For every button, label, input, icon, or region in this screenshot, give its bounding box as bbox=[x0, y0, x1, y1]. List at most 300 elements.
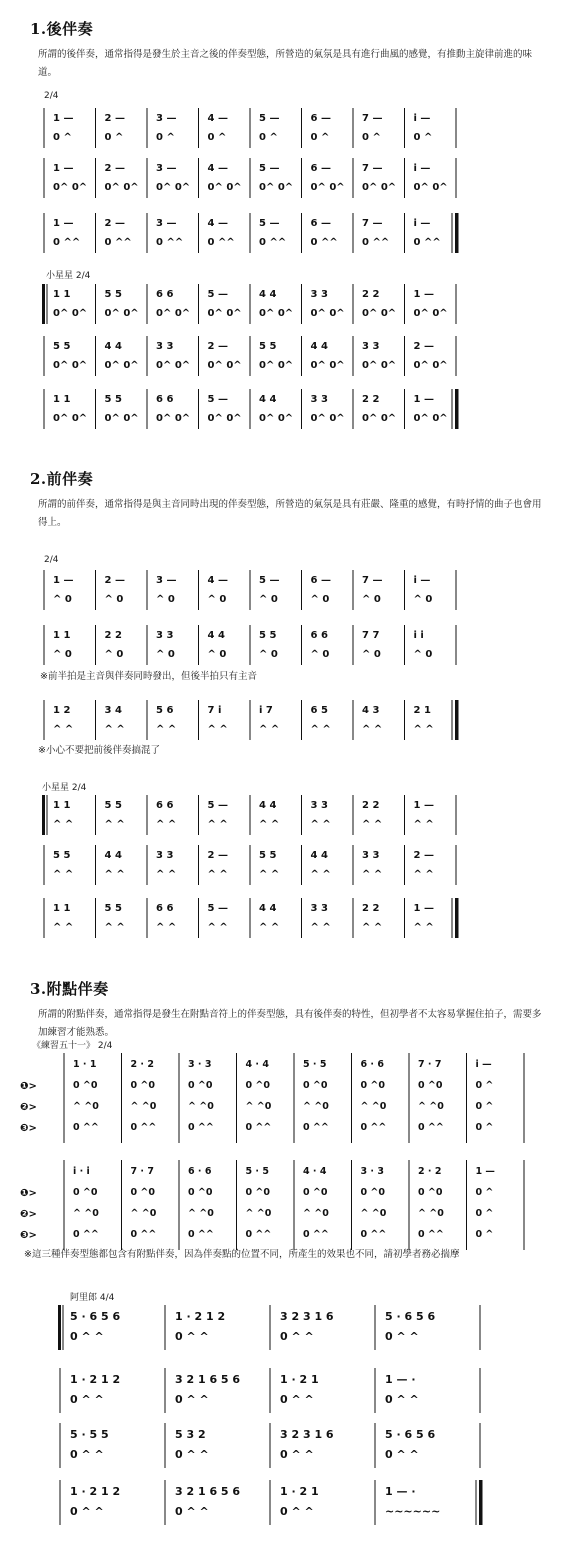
accompaniment-notes: ^ ^ bbox=[207, 819, 228, 830]
melody-notes: 4 4 bbox=[259, 394, 277, 405]
melody-notes: 6 · 6 bbox=[360, 1059, 384, 1070]
accompaniment-notes: 0 ^^ bbox=[53, 237, 81, 248]
accompaniment-notes: ^ 0 bbox=[413, 649, 433, 660]
accompaniment-notes: ^ ^0 bbox=[188, 1208, 214, 1219]
accompaniment-notes: 0 ^ ^ bbox=[175, 1330, 209, 1343]
melody-notes: 3 3 bbox=[310, 800, 328, 811]
melody-notes: 4 3 bbox=[362, 705, 380, 716]
accompaniment-notes: ^ ^ bbox=[259, 922, 280, 933]
melody-notes: 3 3 bbox=[362, 850, 380, 861]
melody-notes: 2 — bbox=[104, 218, 125, 229]
accompaniment-notes: ^ ^0 bbox=[360, 1101, 387, 1112]
melody-notes: 4 4 bbox=[310, 341, 328, 352]
accompaniment-notes: 0^ 0^ bbox=[362, 308, 397, 319]
accompaniment-notes: 0 ^^ bbox=[360, 1122, 387, 1133]
melody-notes: 3 · 3 bbox=[188, 1059, 212, 1070]
accompaniment-notes: ^ 0 bbox=[310, 649, 330, 660]
melody-notes: 5 5 bbox=[53, 341, 71, 352]
accompaniment-notes: 0 ^ bbox=[259, 132, 278, 143]
melody-notes: 1 · 2 1 2 bbox=[175, 1310, 226, 1323]
song-label-twinkle: 小星星 2/4 bbox=[42, 783, 87, 793]
accompaniment-notes: ^ ^ bbox=[362, 869, 383, 880]
melody-notes: 3 2 3 1 6 bbox=[280, 1310, 334, 1323]
accompaniment-notes: 0 ^ ^ bbox=[280, 1393, 314, 1406]
melody-notes: 7 — bbox=[362, 575, 383, 586]
melody-notes: 5 · 5 bbox=[303, 1059, 327, 1070]
accompaniment-notes: 0^ 0^ bbox=[310, 413, 345, 424]
accompaniment-notes: ^ ^0 bbox=[303, 1208, 329, 1219]
accompaniment-notes: 0 ^^ bbox=[156, 237, 184, 248]
accompaniment-notes: 0 ^^ bbox=[310, 237, 338, 248]
melody-notes: i — bbox=[413, 218, 431, 229]
melody-notes: 5 — bbox=[207, 800, 228, 811]
accompaniment-notes: 0 ^0 bbox=[130, 1080, 155, 1091]
accompaniment-notes: 0 ^ ^ bbox=[385, 1448, 419, 1461]
melody-notes: 1 1 bbox=[53, 630, 71, 641]
melody-notes: 6 6 bbox=[156, 289, 174, 300]
accompaniment-notes: 0 ^^ bbox=[130, 1229, 157, 1240]
accompaniment-notes: 0 ^^ bbox=[303, 1229, 329, 1240]
accompaniment-notes: ^ 0 bbox=[413, 594, 433, 605]
barline-final bbox=[455, 213, 459, 253]
accompaniment-notes: 0 ^0 bbox=[188, 1080, 213, 1091]
accompaniment-notes: 0^ 0^ bbox=[362, 360, 397, 371]
barline-thick bbox=[42, 284, 45, 324]
accompaniment-notes: 0^ 0^ bbox=[207, 413, 242, 424]
accompaniment-notes: ^ ^ bbox=[207, 869, 228, 880]
accompaniment-notes: 0 ^ bbox=[475, 1187, 494, 1198]
accompaniment-notes: 0 ^0 bbox=[418, 1187, 443, 1198]
accompaniment-notes: ^ ^0 bbox=[130, 1208, 157, 1219]
melody-notes: 6 — bbox=[310, 218, 331, 229]
accompaniment-notes: 0 ^^ bbox=[73, 1229, 99, 1240]
melody-notes: 3 — bbox=[156, 575, 177, 586]
accompaniment-notes: 0^ 0^ bbox=[104, 182, 139, 193]
accompaniment-notes: ^ 0 bbox=[362, 649, 381, 660]
barline-final bbox=[455, 898, 459, 938]
melody-notes: 1 1 bbox=[53, 394, 71, 405]
accompaniment-notes: 0^ 0^ bbox=[413, 308, 448, 319]
accompaniment-notes: ^ ^0 bbox=[245, 1101, 272, 1112]
note-do-not-confuse: ※小心不要把前後伴奏搞混了 bbox=[38, 745, 160, 756]
accompaniment-notes: 0 ^ bbox=[475, 1208, 494, 1219]
melody-notes: 5 3 2 bbox=[175, 1428, 206, 1441]
melody-notes: 1 — · bbox=[385, 1373, 416, 1386]
accompaniment-notes: 0^ 0^ bbox=[207, 182, 242, 193]
melody-notes: 4 4 bbox=[207, 630, 225, 641]
melody-notes: 1 · 1 bbox=[73, 1059, 97, 1070]
accompaniment-notes: ^ 0 bbox=[259, 649, 278, 660]
melody-notes: 5 · 6 5 6 bbox=[385, 1428, 436, 1441]
melody-notes: 5 · 6 5 6 bbox=[385, 1310, 436, 1323]
accompaniment-notes: ^ ^ bbox=[104, 819, 125, 830]
accompaniment-notes: ^ ^ bbox=[207, 724, 228, 735]
melody-notes: 4 — bbox=[207, 163, 228, 174]
melody-notes: 3 3 bbox=[310, 903, 328, 914]
melody-notes: 1 · 2 1 bbox=[280, 1485, 319, 1498]
melody-notes: i i bbox=[413, 630, 424, 641]
accompaniment-notes: ^ ^ bbox=[413, 724, 434, 735]
voice-marker: ❷> bbox=[20, 1102, 37, 1113]
accompaniment-notes: 0 ^ ^ bbox=[70, 1330, 104, 1343]
accompaniment-notes: 0^ 0^ bbox=[53, 413, 88, 424]
melody-notes: 1 — bbox=[413, 903, 434, 914]
accompaniment-notes: 0 ^0 bbox=[188, 1187, 213, 1198]
accompaniment-notes: 0 ^^ bbox=[245, 1122, 272, 1133]
melody-notes: 1 — bbox=[413, 394, 434, 405]
accompaniment-notes: 0^ 0^ bbox=[259, 308, 294, 319]
accompaniment-notes: ^ ^ bbox=[310, 724, 331, 735]
accompaniment-notes: 0 ^0 bbox=[130, 1187, 155, 1198]
accompaniment-notes: ^ ^0 bbox=[130, 1101, 157, 1112]
melody-notes: i · i bbox=[73, 1166, 90, 1177]
melody-notes: 1 — bbox=[53, 113, 74, 124]
accompaniment-notes: 0 ^ ^ bbox=[70, 1448, 104, 1461]
section-3-title: 3.附點伴奏 bbox=[30, 980, 109, 998]
accompaniment-notes: 0 ^0 bbox=[245, 1080, 270, 1091]
section-2-title: 2.前伴奏 bbox=[30, 470, 94, 488]
melody-notes: 5 — bbox=[207, 289, 228, 300]
accompaniment-notes: ^ ^ bbox=[310, 922, 331, 933]
melody-notes: 5 — bbox=[259, 575, 280, 586]
accompaniment-notes: ^ 0 bbox=[53, 594, 72, 605]
melody-notes: 2 2 bbox=[362, 800, 380, 811]
accompaniment-notes: ^ ^0 bbox=[360, 1208, 387, 1219]
accompaniment-notes: 0^ 0^ bbox=[53, 182, 88, 193]
melody-notes: 2 — bbox=[104, 163, 125, 174]
melody-notes: 2 2 bbox=[104, 630, 122, 641]
exercise-label: 《練習五十一》 2/4 bbox=[32, 1041, 113, 1051]
melody-notes: 3 3 bbox=[362, 341, 380, 352]
melody-notes: 5 · 5 5 bbox=[70, 1428, 109, 1441]
melody-notes: 1 — bbox=[53, 163, 74, 174]
accompaniment-notes: ^ ^ bbox=[259, 724, 280, 735]
accompaniment-notes: ^ ^ bbox=[362, 724, 383, 735]
melody-notes: 5 5 bbox=[259, 341, 277, 352]
accompaniment-notes: 0^ 0^ bbox=[104, 413, 139, 424]
accompaniment-notes: 0^ 0^ bbox=[310, 182, 345, 193]
melody-notes: i — bbox=[475, 1059, 492, 1070]
accompaniment-notes: 0^ 0^ bbox=[259, 360, 294, 371]
accompaniment-notes: 0 ^0 bbox=[73, 1080, 98, 1091]
note-front-half-beat: ※前半拍是主音與伴奏同時發出，但後半拍只有主音 bbox=[40, 671, 257, 682]
melody-notes: 2 — bbox=[413, 341, 434, 352]
melody-notes: 1 2 bbox=[53, 705, 71, 716]
barline-final bbox=[455, 389, 459, 429]
accompaniment-notes: 0 ^ ^ bbox=[175, 1393, 209, 1406]
accompaniment-notes: 0 ^ bbox=[475, 1229, 494, 1240]
accompaniment-notes: ^ ^ bbox=[362, 922, 383, 933]
melody-notes: i — bbox=[413, 575, 431, 586]
accompaniment-notes: 0 ^0 bbox=[418, 1080, 443, 1091]
accompaniment-notes: ^ ^ bbox=[104, 869, 125, 880]
melody-notes: 4 · 4 bbox=[245, 1059, 269, 1070]
melody-notes: 3 2 1 6 5 6 bbox=[175, 1485, 241, 1498]
accompaniment-notes: 0 ^ ^ bbox=[280, 1505, 314, 1518]
accompaniment-notes: ^ 0 bbox=[104, 649, 124, 660]
melody-notes: 5 5 bbox=[104, 800, 122, 811]
accompaniment-notes: ^ ^ bbox=[53, 922, 74, 933]
melody-notes: 1 — bbox=[475, 1166, 495, 1177]
voice-marker: ❸> bbox=[20, 1230, 37, 1241]
melody-notes: 1 — · bbox=[385, 1485, 416, 1498]
accompaniment-notes: 0 ^ bbox=[475, 1122, 494, 1133]
accompaniment-notes: 0^ 0^ bbox=[53, 360, 88, 371]
melody-notes: 6 — bbox=[310, 575, 331, 586]
accompaniment-notes: ^ ^ bbox=[104, 922, 125, 933]
accompaniment-notes: 0 ^ ^ bbox=[280, 1330, 314, 1343]
accompaniment-notes: ^ ^ bbox=[53, 869, 74, 880]
accompaniment-notes: ^ ^0 bbox=[73, 1101, 99, 1112]
accompaniment-notes: 0 ^^ bbox=[418, 1122, 444, 1133]
melody-notes: i — bbox=[413, 163, 431, 174]
melody-notes: 2 — bbox=[207, 850, 228, 861]
accompaniment-notes: ^ 0 bbox=[362, 594, 381, 605]
melody-notes: 6 · 6 bbox=[188, 1166, 212, 1177]
song-label-twinkle: 小星星 2/4 bbox=[46, 271, 91, 281]
accompaniment-notes: ^ 0 bbox=[156, 594, 175, 605]
accompaniment-notes: ^ 0 bbox=[207, 594, 227, 605]
melody-notes: 5 5 bbox=[104, 394, 122, 405]
melody-notes: 6 6 bbox=[156, 800, 174, 811]
melody-notes: 5 6 bbox=[156, 705, 174, 716]
voice-marker: ❶> bbox=[20, 1188, 37, 1199]
voice-marker: ❶> bbox=[20, 1081, 37, 1092]
accompaniment-notes: 0^ 0^ bbox=[310, 360, 345, 371]
melody-notes: 4 — bbox=[207, 575, 228, 586]
accompaniment-notes: 0 ^ ^ bbox=[175, 1505, 209, 1518]
accompaniment-notes: 0 ^0 bbox=[303, 1187, 328, 1198]
section-2-body: 所謂的前伴奏，通常指得是與主音同時出現的伴奏型態，所營造的氣氛是具有莊嚴、隆重的感覺，有時抒情的曲子也會用得上。 bbox=[38, 499, 542, 528]
accompaniment-notes: 0 ^ ^ bbox=[175, 1448, 209, 1461]
melody-notes: 7 · 7 bbox=[130, 1166, 154, 1177]
accompaniment-notes: ^ ^0 bbox=[418, 1101, 444, 1112]
accompaniment-notes: ^ ^ bbox=[413, 922, 434, 933]
melody-notes: 1 · 2 1 bbox=[280, 1373, 319, 1386]
accompaniment-notes: ~~~~~~ bbox=[385, 1505, 441, 1518]
accompaniment-notes: ^ ^0 bbox=[303, 1101, 329, 1112]
melody-notes: 6 5 bbox=[310, 705, 328, 716]
accompaniment-notes: 0^ 0^ bbox=[413, 413, 448, 424]
voice-marker: ❸> bbox=[20, 1123, 37, 1134]
accompaniment-notes: 0 ^0 bbox=[360, 1080, 385, 1091]
accompaniment-notes: 0^ 0^ bbox=[362, 413, 397, 424]
accompaniment-notes: ^ ^ bbox=[156, 922, 177, 933]
accompaniment-notes: ^ ^ bbox=[156, 819, 177, 830]
melody-notes: 3 4 bbox=[104, 705, 122, 716]
melody-notes: 5 — bbox=[207, 903, 228, 914]
melody-notes: 5 5 bbox=[259, 630, 277, 641]
song-label-arirang: 阿里郎 4/4 bbox=[70, 1293, 115, 1303]
melody-notes: 5 · 6 5 6 bbox=[70, 1310, 121, 1323]
melody-notes: 4 4 bbox=[310, 850, 328, 861]
melody-notes: 3 — bbox=[156, 113, 177, 124]
melody-notes: 4 4 bbox=[259, 289, 277, 300]
melody-notes: 2 — bbox=[104, 575, 125, 586]
melody-notes: 6 6 bbox=[156, 394, 174, 405]
accompaniment-notes: 0^ 0^ bbox=[362, 182, 397, 193]
accompaniment-notes: 0 ^^ bbox=[360, 1229, 387, 1240]
accompaniment-notes: 0 ^^ bbox=[188, 1122, 214, 1133]
accompaniment-notes: 0^ 0^ bbox=[104, 360, 139, 371]
accompaniment-notes: ^ 0 bbox=[53, 649, 72, 660]
time-signature: 2/4 bbox=[44, 555, 59, 565]
accompaniment-notes: 0 ^^ bbox=[303, 1122, 329, 1133]
accompaniment-notes: ^ 0 bbox=[104, 594, 124, 605]
section-1-title: 1.後伴奏 bbox=[30, 20, 94, 38]
melody-notes: 3 2 1 6 5 6 bbox=[175, 1373, 241, 1386]
melody-notes: 1 1 bbox=[53, 903, 71, 914]
melody-notes: 7 — bbox=[362, 218, 383, 229]
melody-notes: 7 i bbox=[207, 705, 222, 716]
accompaniment-notes: 0^ 0^ bbox=[156, 182, 191, 193]
accompaniment-notes: 0 ^0 bbox=[245, 1187, 270, 1198]
accompaniment-notes: ^ ^0 bbox=[188, 1101, 214, 1112]
accompaniment-notes: 0^ 0^ bbox=[53, 308, 88, 319]
accompaniment-notes: ^ ^ bbox=[156, 724, 177, 735]
melody-notes: 6 — bbox=[310, 163, 331, 174]
accompaniment-notes: ^ ^ bbox=[413, 869, 434, 880]
melody-notes: 3 2 3 1 6 bbox=[280, 1428, 334, 1441]
accompaniment-notes: 0 ^ bbox=[413, 132, 433, 143]
melody-notes: 2 2 bbox=[362, 289, 380, 300]
accompaniment-notes: ^ 0 bbox=[259, 594, 278, 605]
melody-notes: 3 · 3 bbox=[360, 1166, 384, 1177]
accompaniment-notes: 0 ^^ bbox=[413, 237, 441, 248]
accompaniment-notes: ^ 0 bbox=[156, 649, 175, 660]
melody-notes: 4 — bbox=[207, 218, 228, 229]
melody-notes: 3 3 bbox=[156, 850, 174, 861]
accompaniment-notes: 0 ^ bbox=[362, 132, 381, 143]
accompaniment-notes: 0 ^^ bbox=[207, 237, 235, 248]
melody-notes: 7 · 7 bbox=[418, 1059, 442, 1070]
melody-notes: 4 4 bbox=[104, 341, 122, 352]
melody-notes: 3 — bbox=[156, 163, 177, 174]
accompaniment-notes: 0 ^^ bbox=[245, 1229, 272, 1240]
melody-notes: 1 — bbox=[53, 575, 74, 586]
accompaniment-notes: ^ ^ bbox=[310, 869, 331, 880]
accompaniment-notes: 0 ^ ^ bbox=[385, 1330, 419, 1343]
melody-notes: 5 — bbox=[259, 163, 280, 174]
melody-notes: 2 1 bbox=[413, 705, 431, 716]
barline-final bbox=[455, 700, 459, 740]
accompaniment-notes: ^ ^ bbox=[53, 724, 74, 735]
melody-notes: 7 — bbox=[362, 163, 383, 174]
accompaniment-notes: 0 ^ bbox=[207, 132, 227, 143]
melody-notes: 6 6 bbox=[156, 903, 174, 914]
accompaniment-notes: 0^ 0^ bbox=[413, 360, 448, 371]
section-1-body: 所謂的後伴奏，通常指得是發生於主音之後的伴奏型態，所營造的氣氛是具有進行曲風的感覺，有推動主旋律前進的味道。 bbox=[38, 49, 533, 78]
accompaniment-notes: ^ ^0 bbox=[418, 1208, 444, 1219]
melody-notes: 3 — bbox=[156, 218, 177, 229]
accompaniment-notes: 0 ^^ bbox=[259, 237, 287, 248]
accompaniment-notes: 0^ 0^ bbox=[413, 182, 448, 193]
accompaniment-notes: 0 ^ bbox=[156, 132, 175, 143]
melody-notes: 4 4 bbox=[259, 903, 277, 914]
melody-notes: 1 1 bbox=[53, 289, 71, 300]
melody-notes: 2 — bbox=[104, 113, 125, 124]
melody-notes: 4 4 bbox=[104, 850, 122, 861]
melody-notes: 2 2 bbox=[362, 903, 380, 914]
accompaniment-notes: 0 ^0 bbox=[360, 1187, 385, 1198]
accompaniment-notes: ^ ^ bbox=[53, 819, 74, 830]
accompaniment-notes: 0 ^ bbox=[53, 132, 72, 143]
melody-notes: 3 3 bbox=[156, 341, 174, 352]
accompaniment-notes: 0^ 0^ bbox=[259, 413, 294, 424]
accompaniment-notes: ^ 0 bbox=[310, 594, 330, 605]
accompaniment-notes: ^ ^0 bbox=[245, 1208, 272, 1219]
accompaniment-notes: 0 ^^ bbox=[418, 1229, 444, 1240]
melody-notes: 1 1 bbox=[53, 800, 71, 811]
accompaniment-notes: 0 ^ ^ bbox=[280, 1448, 314, 1461]
accompaniment-notes: ^ ^ bbox=[259, 869, 280, 880]
melody-notes: 4 4 bbox=[259, 800, 277, 811]
barline-thick bbox=[42, 795, 45, 835]
time-signature: 2/4 bbox=[44, 91, 59, 101]
accompaniment-notes: ^ ^ bbox=[104, 724, 125, 735]
melody-notes: 3 3 bbox=[156, 630, 174, 641]
melody-notes: 5 — bbox=[259, 113, 280, 124]
accompaniment-notes: 0^ 0^ bbox=[156, 413, 191, 424]
accompaniment-notes: 0 ^ bbox=[104, 132, 124, 143]
accompaniment-notes: 0^ 0^ bbox=[207, 360, 242, 371]
accompaniment-notes: ^ ^0 bbox=[73, 1208, 99, 1219]
accompaniment-notes: 0 ^ ^ bbox=[70, 1505, 104, 1518]
barline-thick bbox=[58, 1305, 61, 1350]
accompaniment-notes: 0 ^^ bbox=[104, 237, 132, 248]
melody-notes: 4 · 4 bbox=[303, 1166, 327, 1177]
accompaniment-notes: 0 ^ ^ bbox=[70, 1393, 104, 1406]
melody-notes: 4 — bbox=[207, 113, 228, 124]
accompaniment-notes: ^ ^ bbox=[310, 819, 331, 830]
melody-notes: 1 · 2 1 2 bbox=[70, 1485, 121, 1498]
accompaniment-notes: 0^ 0^ bbox=[310, 308, 345, 319]
melody-notes: i — bbox=[413, 113, 431, 124]
accompaniment-notes: 0^ 0^ bbox=[156, 308, 191, 319]
melody-notes: 3 3 bbox=[310, 289, 328, 300]
accompaniment-notes: 0 ^^ bbox=[73, 1122, 99, 1133]
melody-notes: 1 — bbox=[413, 800, 434, 811]
accompaniment-notes: ^ 0 bbox=[207, 649, 227, 660]
accompaniment-notes: ^ ^ bbox=[156, 869, 177, 880]
melody-notes: 2 2 bbox=[362, 394, 380, 405]
barline-final bbox=[479, 1480, 483, 1525]
melody-notes: 5 5 bbox=[104, 903, 122, 914]
accompaniment-notes: 0 ^ bbox=[310, 132, 330, 143]
accompaniment-notes: ^ ^ bbox=[413, 819, 434, 830]
melody-notes: 2 · 2 bbox=[418, 1166, 442, 1177]
accompaniment-notes: 0 ^ bbox=[475, 1080, 494, 1091]
accompaniment-notes: ^ ^ bbox=[207, 922, 228, 933]
accompaniment-notes: 0^ 0^ bbox=[156, 360, 191, 371]
melody-notes: 2 — bbox=[207, 341, 228, 352]
melody-notes: 7 7 bbox=[362, 630, 380, 641]
note-dotted-accompaniment: ※這三種伴奏型態都包含有附點伴奏，因為伴奏點的位置不同，所產生的效果也不同，請初學者務必揣摩 bbox=[24, 1249, 460, 1260]
voice-marker: ❷> bbox=[20, 1209, 37, 1220]
melody-notes: 5 5 bbox=[104, 289, 122, 300]
melody-notes: 6 — bbox=[310, 113, 331, 124]
melody-notes: 5 · 5 bbox=[245, 1166, 269, 1177]
section-3-body: 所謂的附點伴奏，通常指得是發生在附點音符上的伴奏型態，具有後伴奏的特性，但初學者不太容易掌握住拍子，需要多加練習才能熟悉。 bbox=[38, 1009, 542, 1038]
melody-notes: 3 3 bbox=[310, 394, 328, 405]
accompaniment-notes: ^ ^ bbox=[259, 819, 280, 830]
accompaniment-notes: 0 ^^ bbox=[362, 237, 390, 248]
melody-notes: i 7 bbox=[259, 705, 273, 716]
accompaniment-notes: 0 ^0 bbox=[303, 1080, 328, 1091]
melody-notes: 1 · 2 1 2 bbox=[70, 1373, 121, 1386]
accompaniment-notes: 0 ^^ bbox=[188, 1229, 214, 1240]
accompaniment-notes: 0 ^0 bbox=[73, 1187, 98, 1198]
